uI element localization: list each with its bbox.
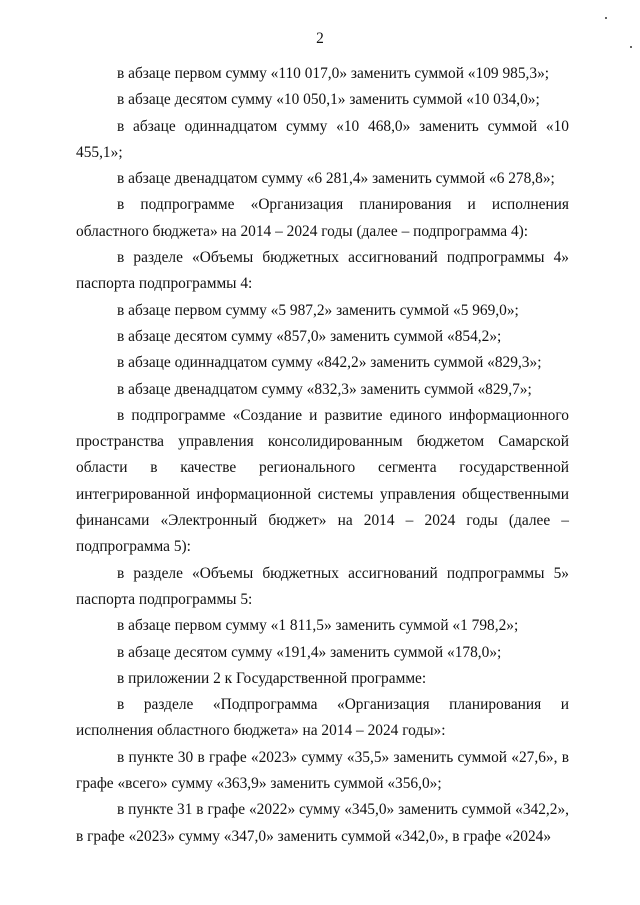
document-body (76, 61, 569, 850)
paragraph: в абзаце одиннадцатом сумму «842,2» заменить суммой «829,3»; (117, 354, 542, 372)
paragraph: в приложении 2 к Государственной программе: (117, 669, 427, 687)
paragraph: в подпрограмме «Создание и развитие единого информационного пространства управления консолидированным бюджетом Самарской области в качестве регионального сегмента государственной интегрированной информационной системы управления общественными финансами «Электронный бюджет» на 2014 – 2024 годы (далее – подпрограмма 5): (76, 406, 569, 556)
scan-speck (605, 17, 607, 19)
paragraph: в абзаце десятом сумму «857,0» заменить суммой «854,2»; (117, 327, 502, 345)
page-number: 2 (316, 30, 324, 47)
scan-speck (630, 46, 632, 48)
paragraph: в абзаце десятом сумму «10 050,1» заменить суммой «10 034,0»; (117, 91, 540, 109)
paragraph: в разделе «Объемы бюджетных ассигнований подпрограммы 5» паспорта подпрограммы 5: (76, 564, 569, 608)
paragraph: в разделе «Объемы бюджетных ассигнований подпрограммы 4» паспорта подпрограммы 4: (76, 249, 569, 293)
paragraph: в абзаце двенадцатом сумму «832,3» заменить суммой «829,7»; (117, 380, 532, 398)
paragraph: в абзаце первом сумму «5 987,2» заменить суммой «5 969,0»; (117, 301, 519, 319)
paragraph: в пункте 30 в графе «2023» сумму «35,5» заменить суммой «27,6», в графе «всего» сумму «363,9» заменить суммой «356,0»; (76, 748, 569, 793)
paragraph: в абзаце первом сумму «1 811,5» заменить суммой «1 798,2»; (117, 617, 519, 635)
paragraph: в абзаце одиннадцатом сумму «10 468,0» заменить суммой «10 455,1»; (76, 117, 569, 161)
paragraph: в абзаце двенадцатом сумму «6 281,4» заменить суммой «6 278,8»; (117, 170, 555, 188)
paragraph: в разделе «Подпрограмма «Организация планирования и исполнения областного бюджета» на 2014 – 2024 годы»: (76, 696, 569, 740)
paragraph: в абзаце десятом сумму «191,4» заменить суммой «178,0»; (117, 643, 502, 661)
paragraph: в абзаце первом сумму «110 017,0» заменить суммой «109 985,3»; (117, 65, 550, 82)
paragraph: в пункте 31 в графе «2022» сумму «345,0» заменить суммой «342,2», в графе «2023» сумму «347,0» заменить суммой «342,0», в графе «2024» (76, 801, 569, 845)
paragraph: в подпрограмме «Организация планирования и исполнения областного бюджета» на 2014 – 2024 годы (далее – подпрограмма 4): (76, 196, 569, 240)
